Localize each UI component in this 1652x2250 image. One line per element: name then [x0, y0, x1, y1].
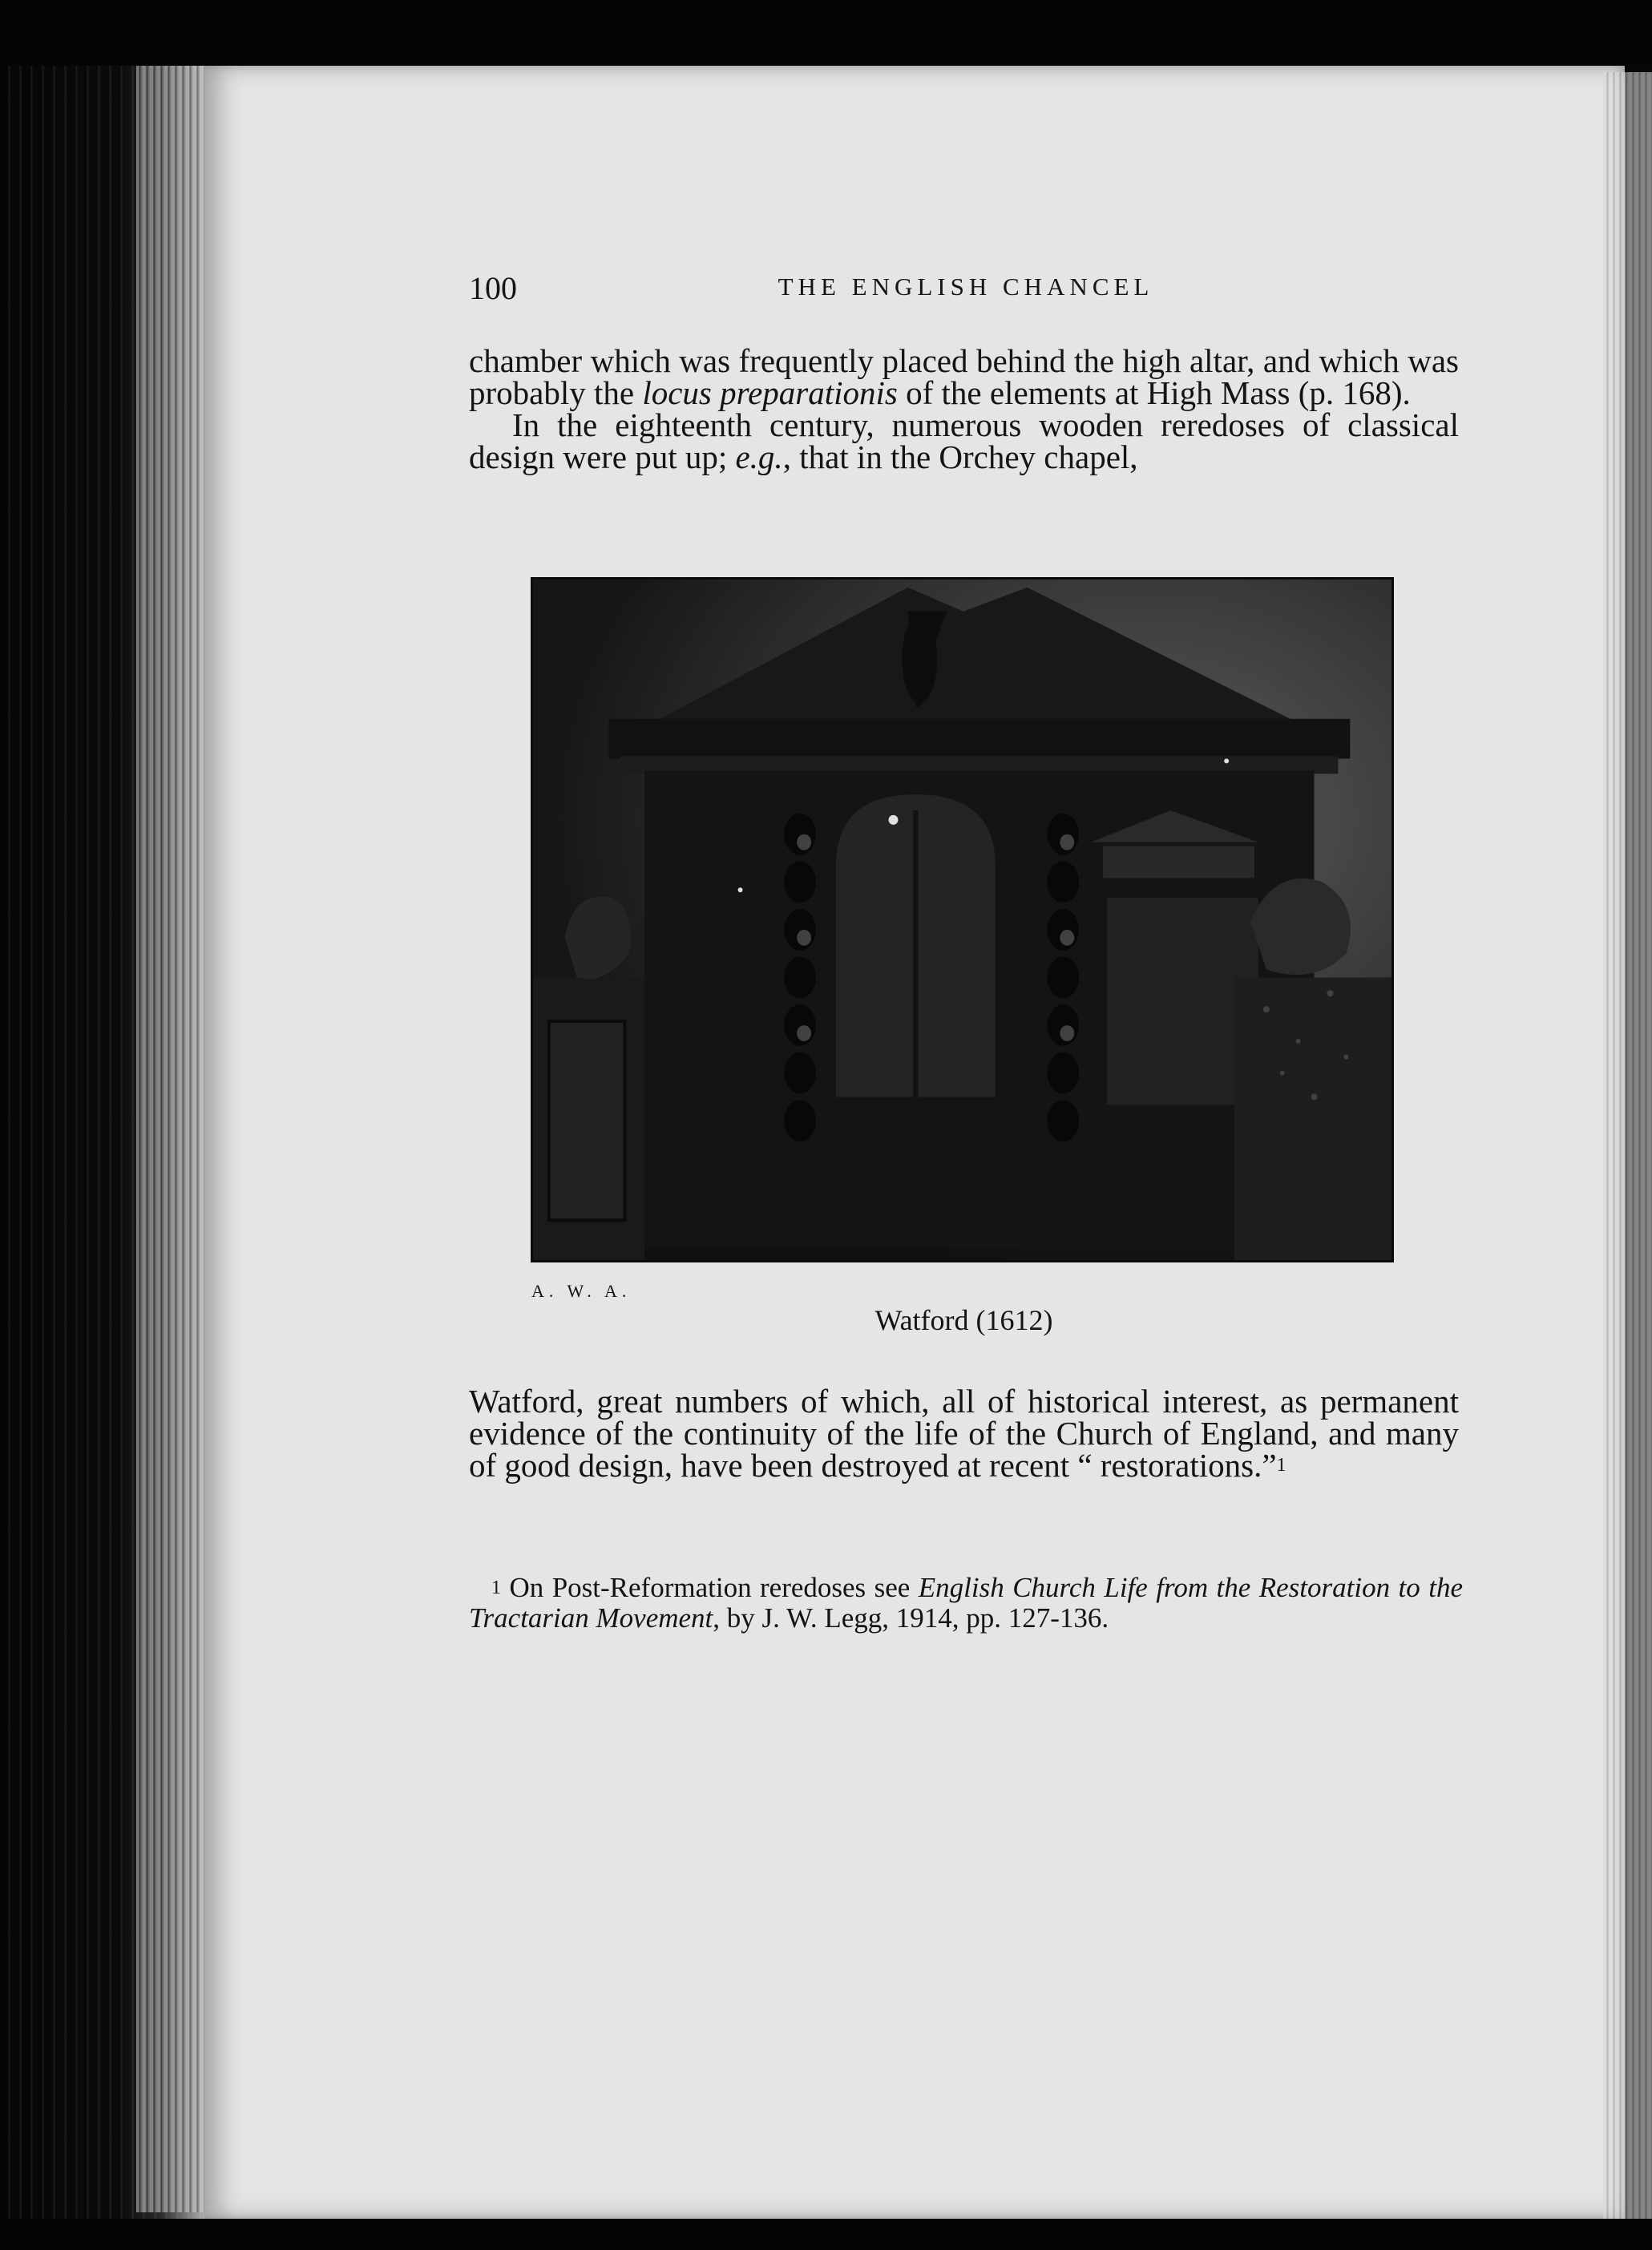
footnote-marker: 1 [491, 1577, 501, 1598]
photo-credit: A. W. A. [531, 1281, 632, 1301]
paragraph-text: In the eighteenth century, numerous wooden reredoses of classical design were put up; [469, 406, 1459, 475]
abbreviation: e.g. [735, 438, 783, 475]
paragraph-text: chamber which was frequently placed behind the high altar, and which was probably the [469, 342, 1459, 411]
reredos-photograph [531, 577, 1394, 1262]
paragraph-text: of the elements at High Mass (p. 168). [897, 374, 1411, 411]
footnote [469, 1573, 1463, 1634]
running-head [469, 269, 1463, 317]
paragraph-bottom [469, 1383, 1459, 1484]
plate-caption: Watford (1612) [874, 1304, 1053, 1336]
reredos-photo-image [533, 580, 1391, 1260]
paragraph-text: , that in the Orchey chapel, [782, 438, 1138, 475]
footnote-reference: 1 [1276, 1455, 1286, 1476]
paragraph-top [469, 342, 1459, 475]
latin-phrase: locus preparationis [642, 374, 898, 411]
book-title: English Church Life from the Restoration to the Tractarian Movement [469, 1572, 1464, 1634]
running-title: THE ENGLISH CHANCEL [778, 273, 1154, 301]
paragraph-text: Watford, great numbers of which, all of historical interest, as permanent evidence of the continuity of the life of the Church of England, and many of good design, have been destroyed at recent “ restorations.” [469, 1383, 1459, 1484]
page-number: 100 [469, 270, 517, 306]
footnote-text: , by J. W. Legg, 1914, pp. 127-136. [713, 1602, 1109, 1634]
footnote-text: On Post-Reformation reredoses see [509, 1572, 919, 1603]
